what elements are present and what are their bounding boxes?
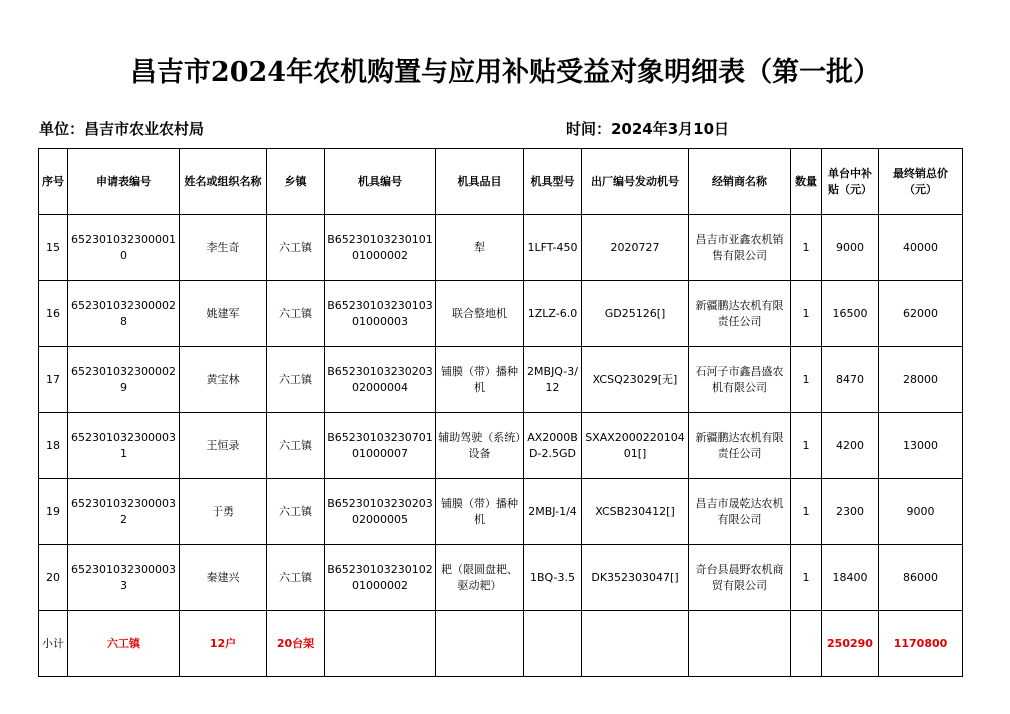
cell-machine-category: 铺膜（带）播种机 (436, 347, 524, 413)
table-row (39, 215, 963, 281)
cell-dealer: 昌吉市晟乾达农机有限公司 (689, 479, 791, 545)
header-name: 姓名或组织名称 (180, 149, 267, 215)
cell-seq: 19 (39, 479, 68, 545)
header-machine-category: 机具品目 (436, 149, 524, 215)
header-town: 乡镇 (267, 149, 325, 215)
header-quantity: 数量 (791, 149, 822, 215)
cell-machine-category: 联合整地机 (436, 281, 524, 347)
subtotal-town: 六工镇 (68, 611, 180, 677)
cell-factory-engine-no: 2020727 (582, 215, 689, 281)
subtotal-price: 1170800 (879, 611, 963, 677)
cell-final-price: 9000 (879, 479, 963, 545)
cell-machine-no: B6523010323020302000004 (325, 347, 436, 413)
subtotal-label: 小计 (39, 611, 68, 677)
header-machine-no: 机具编号 (325, 149, 436, 215)
cell-machine-model: 1ZLZ-6.0 (524, 281, 582, 347)
table-row (39, 347, 963, 413)
cell-seq: 16 (39, 281, 68, 347)
header-factory-engine-no: 出厂编号发动机号 (582, 149, 689, 215)
cell-seq: 20 (39, 545, 68, 611)
cell-quantity: 1 (791, 545, 822, 611)
cell-name: 姚建军 (180, 281, 267, 347)
cell-application-no: 6523010323000029 (68, 347, 180, 413)
cell-machine-category: 耙（限圆盘耙、驱动耙） (436, 545, 524, 611)
empty-cell (325, 611, 436, 677)
cell-dealer: 昌吉市亚鑫农机销售有限公司 (689, 215, 791, 281)
unit-label: 单位：昌吉市农业农村局 (39, 120, 205, 138)
cell-subsidy: 2300 (822, 479, 879, 545)
cell-quantity: 1 (791, 281, 822, 347)
cell-machine-model: 2MBJQ-3/12 (524, 347, 582, 413)
cell-machine-model: 1BQ-3.5 (524, 545, 582, 611)
cell-final-price: 40000 (879, 215, 963, 281)
empty-cell (582, 611, 689, 677)
subtotal-subsidy: 250290 (822, 611, 879, 677)
cell-dealer: 新疆鹏达农机有限责任公司 (689, 281, 791, 347)
header-dealer: 经销商名称 (689, 149, 791, 215)
cell-seq: 15 (39, 215, 68, 281)
subtotal-machines: 20台架 (267, 611, 325, 677)
cell-application-no: 6523010323000033 (68, 545, 180, 611)
cell-subsidy: 9000 (822, 215, 879, 281)
cell-town: 六工镇 (267, 215, 325, 281)
cell-machine-no: B6523010323020302000005 (325, 479, 436, 545)
cell-dealer: 石河子市鑫昌盛农机有限公司 (689, 347, 791, 413)
cell-dealer: 新疆鹏达农机有限责任公司 (689, 413, 791, 479)
cell-machine-category: 辅助驾驶（系统）设备 (436, 413, 524, 479)
cell-application-no: 6523010323000028 (68, 281, 180, 347)
table-row (39, 281, 963, 347)
cell-seq: 17 (39, 347, 68, 413)
empty-cell (791, 611, 822, 677)
cell-final-price: 28000 (879, 347, 963, 413)
header-seq: 序号 (39, 149, 68, 215)
cell-name: 李生奇 (180, 215, 267, 281)
cell-subsidy: 4200 (822, 413, 879, 479)
cell-subsidy: 18400 (822, 545, 879, 611)
subsidy-table (38, 148, 963, 677)
cell-application-no: 6523010323000010 (68, 215, 180, 281)
cell-final-price: 86000 (879, 545, 963, 611)
cell-name: 于勇 (180, 479, 267, 545)
header-final-price: 最终销总价（元） (879, 149, 963, 215)
cell-quantity: 1 (791, 215, 822, 281)
cell-machine-model: 1LFT-450 (524, 215, 582, 281)
header-machine-model: 机具型号 (524, 149, 582, 215)
cell-name: 王恒录 (180, 413, 267, 479)
header-row (39, 149, 963, 215)
cell-machine-no: B6523010323010301000003 (325, 281, 436, 347)
header-application-no: 申请表编号 (68, 149, 180, 215)
cell-dealer: 奇台县晨野农机商贸有限公司 (689, 545, 791, 611)
table-row (39, 479, 963, 545)
cell-seq: 18 (39, 413, 68, 479)
cell-machine-model: 2MBJ-1/4 (524, 479, 582, 545)
cell-application-no: 6523010323000031 (68, 413, 180, 479)
empty-cell (689, 611, 791, 677)
header-subsidy: 单台中补贴（元） (822, 149, 879, 215)
table-row (39, 545, 963, 611)
cell-name: 黄宝林 (180, 347, 267, 413)
cell-machine-model: AX2000BD-2.5GD (524, 413, 582, 479)
subtotal-row (39, 611, 963, 677)
cell-quantity: 1 (791, 347, 822, 413)
cell-quantity: 1 (791, 479, 822, 545)
cell-town: 六工镇 (267, 347, 325, 413)
cell-town: 六工镇 (267, 479, 325, 545)
cell-factory-engine-no: DK352303047[] (582, 545, 689, 611)
cell-town: 六工镇 (267, 545, 325, 611)
cell-machine-no: B6523010323010101000002 (325, 215, 436, 281)
cell-machine-no: B6523010323010201000002 (325, 545, 436, 611)
cell-final-price: 62000 (879, 281, 963, 347)
cell-machine-category: 犁 (436, 215, 524, 281)
cell-machine-no: B6523010323070101000007 (325, 413, 436, 479)
cell-subsidy: 8470 (822, 347, 879, 413)
cell-application-no: 6523010323000032 (68, 479, 180, 545)
empty-cell (436, 611, 524, 677)
cell-factory-engine-no: SXAX200022010401[] (582, 413, 689, 479)
cell-factory-engine-no: GD25126[] (582, 281, 689, 347)
page-title: 昌吉市2024年农机购置与应用补贴受益对象明细表（第一批） (129, 57, 881, 88)
table-row (39, 413, 963, 479)
empty-cell (524, 611, 582, 677)
cell-subsidy: 16500 (822, 281, 879, 347)
cell-quantity: 1 (791, 413, 822, 479)
cell-name: 秦建兴 (180, 545, 267, 611)
cell-factory-engine-no: XCSB230412[] (582, 479, 689, 545)
subtotal-households: 12户 (180, 611, 267, 677)
cell-final-price: 13000 (879, 413, 963, 479)
cell-machine-category: 铺膜（带）播种机 (436, 479, 524, 545)
cell-town: 六工镇 (267, 281, 325, 347)
date-label: 时间：2024年3月10日 (566, 120, 730, 138)
cell-town: 六工镇 (267, 413, 325, 479)
cell-factory-engine-no: XCSQ23029[无] (582, 347, 689, 413)
